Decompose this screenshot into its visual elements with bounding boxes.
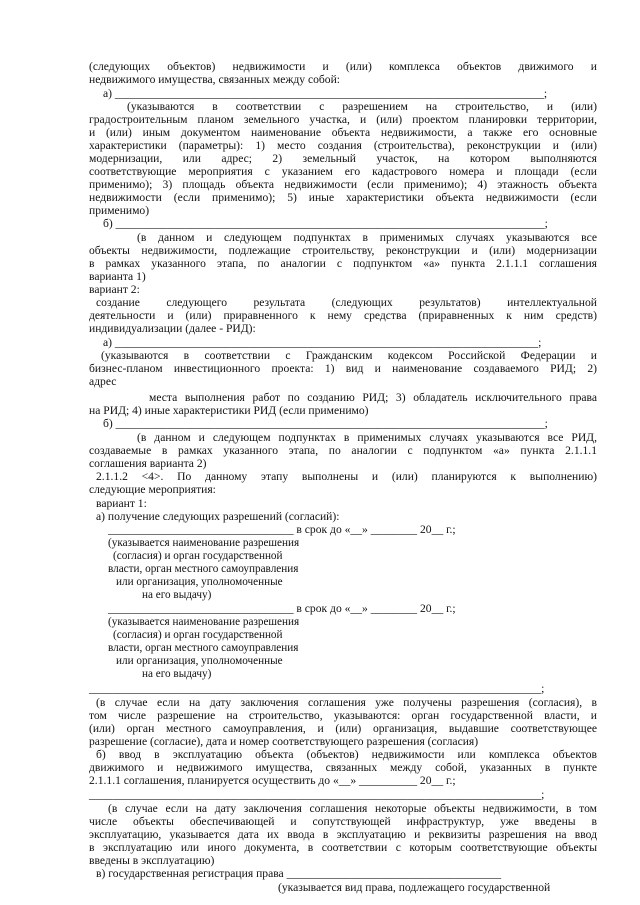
text-line: недвижимого имущества, связанных между собой: bbox=[89, 73, 341, 86]
text-line: в эксплуатацию или иного документа, в соответствии с которым соответствующие объекты bbox=[89, 841, 597, 854]
text-line: применимо) bbox=[89, 204, 150, 217]
text-line: 2.1.1.2 <4>. По данному этапу выполнены и (или) планируются к выполнению) bbox=[96, 470, 597, 483]
text-line: (или) орган местного самоуправления, и (или) организация, выдавшие соответствующее bbox=[89, 722, 597, 735]
text-line: применимо); 3) площадь объекта недвижимости (если применимо); 4) этажность объекта bbox=[89, 178, 597, 191]
text-line: (указывается наименование разрешения bbox=[108, 537, 300, 549]
text-line: ________________________________ в срок до «__» ________ 20__ г.; bbox=[108, 602, 456, 615]
text-line: соглашения варианта 2) bbox=[89, 457, 207, 470]
text-line: и (или) иным документом наименование объекта недвижимости, а также его основные bbox=[89, 126, 597, 139]
text-line: ________________________________ в срок до «__» ________ 20__ г.; bbox=[108, 523, 456, 536]
text-line: б) __________________________________________________________________________; bbox=[103, 217, 548, 230]
text-line: вариант 1: bbox=[96, 497, 147, 510]
text-line: (указывается наименование разрешения bbox=[108, 616, 300, 628]
text-line: объекты недвижимости, подлежащие строительству, реконструкции и (или) модернизации bbox=[89, 244, 597, 257]
text-line: соответствующие мероприятия с указанием его кадастрового номера и площади (если bbox=[89, 165, 597, 178]
text-line: власти, орган местного самоуправления bbox=[108, 642, 299, 654]
text-line: характеристики (параметры): 1) место создания (строительства), реконструкции и (или) bbox=[89, 139, 597, 152]
text-line: в) государственная регистрация права _____________________________________ bbox=[96, 867, 502, 880]
text-line: б) __________________________________________________________________________; bbox=[103, 417, 548, 430]
text-line: а) получение следующих разрешений (согласий): bbox=[96, 510, 340, 523]
text-line: (следующих объектов) недвижимости и (или) комплекса объектов движимого и bbox=[89, 60, 597, 73]
text-line: ______________________________________________________________________________; bbox=[89, 682, 545, 695]
text-line: том числе разрешение на строительство, указываются: орган государственной власти, и bbox=[89, 709, 597, 722]
text-line: на его выдачу) bbox=[142, 668, 212, 680]
text-line: (указывается вид права, подлежащего государственной bbox=[278, 881, 551, 894]
text-line: недвижимости (если применимо); 5) иные характеристики объекта недвижимости (если bbox=[89, 191, 597, 204]
text-line: создаваемые в рамках указанного этапа, по аналогии с подпунктом «а» пункта 2.1.1.1 bbox=[89, 444, 597, 457]
text-line: 2.1.1.1 соглашения, планируется осуществить до «__» __________ 20__ г.; bbox=[89, 774, 456, 787]
text-line: (согласия) и орган государственной bbox=[113, 629, 283, 641]
text-line: модернизации, или адрес; 2) земельный участок, на котором выполняются bbox=[89, 152, 597, 165]
text-line: бизнес-планом инвестиционного проекта: 1) вид и наименование создаваемого РИД; 2) bbox=[89, 362, 597, 375]
text-line: разрешение (согласие), дата и номер соответствующего разрешения (согласия) bbox=[89, 735, 479, 748]
text-line: (в данном и следующем подпунктах в применимых случаях указываются все bbox=[137, 231, 597, 244]
text-line: или организация, уполномоченные bbox=[116, 576, 283, 588]
text-line: а) _________________________________________________________________________; bbox=[103, 336, 542, 349]
text-line: градостроительным планом земельного участка, и (или) проектом планировки территории, bbox=[89, 113, 597, 126]
text-line: (в случае если на дату заключения соглашения некоторые объекты недвижимости, в том bbox=[108, 802, 597, 815]
text-line: места выполнения работ по созданию РИД; 3) обладатель исключительного права bbox=[149, 391, 597, 404]
text-line: (согласия) и орган государственной bbox=[113, 550, 283, 562]
text-line: или организация, уполномоченные bbox=[116, 655, 283, 667]
text-line: на его выдачу) bbox=[142, 589, 212, 601]
text-line: (в данном и следующем подпунктах в применимых случаях указываются все РИД, bbox=[137, 431, 597, 444]
text-line: движимого и недвижимого имущества, связанных между собой, указанных в пункте bbox=[89, 761, 597, 774]
text-line: введены в эксплуатацию) bbox=[89, 854, 215, 867]
text-line: индивидуализации (далее - РИД): bbox=[89, 322, 256, 335]
text-line: числе объекты обеспечивающей и сопутствующей инфраструктур, уже введены в bbox=[89, 815, 597, 828]
text-line: создание следующего результата (следующих результатов) интеллектуальной bbox=[96, 296, 597, 309]
text-line: адрес bbox=[89, 375, 117, 388]
text-line: вариант 2: bbox=[89, 283, 140, 296]
text-line: варианта 1) bbox=[89, 270, 146, 283]
text-line: б) ввод в эксплуатацию объекта (объектов) недвижимости или комплекса объектов bbox=[96, 748, 597, 761]
text-line: в рамках указанного этапа, по аналогии с подпунктом «а» пункта 2.1.1.1 соглашения bbox=[89, 257, 597, 270]
text-line: власти, орган местного самоуправления bbox=[108, 563, 299, 575]
text-line: ______________________________________________________________________________; bbox=[89, 788, 545, 801]
text-line: а) __________________________________________________________________________; bbox=[103, 87, 548, 100]
text-line: (в случае если на дату заключения соглашения уже получены разрешения (согласия), в bbox=[96, 696, 597, 709]
text-line: следующие мероприятия: bbox=[89, 483, 216, 496]
text-line: (указываются в соответствии с разрешением на строительство, и (или) bbox=[127, 100, 597, 113]
text-line: (указываются в соответствии с Гражданским кодексом Российской Федерации и bbox=[101, 349, 597, 362]
text-line: деятельности и (или) приравненного к нему средства (приравненных к ним средств) bbox=[89, 309, 597, 322]
text-line: на РИД; 4) иные характеристики РИД (если применимо) bbox=[89, 404, 369, 417]
text-line: эксплуатацию, указывается дата их ввода в эксплуатацию и реквизиты разрешения на ввод bbox=[89, 828, 597, 841]
